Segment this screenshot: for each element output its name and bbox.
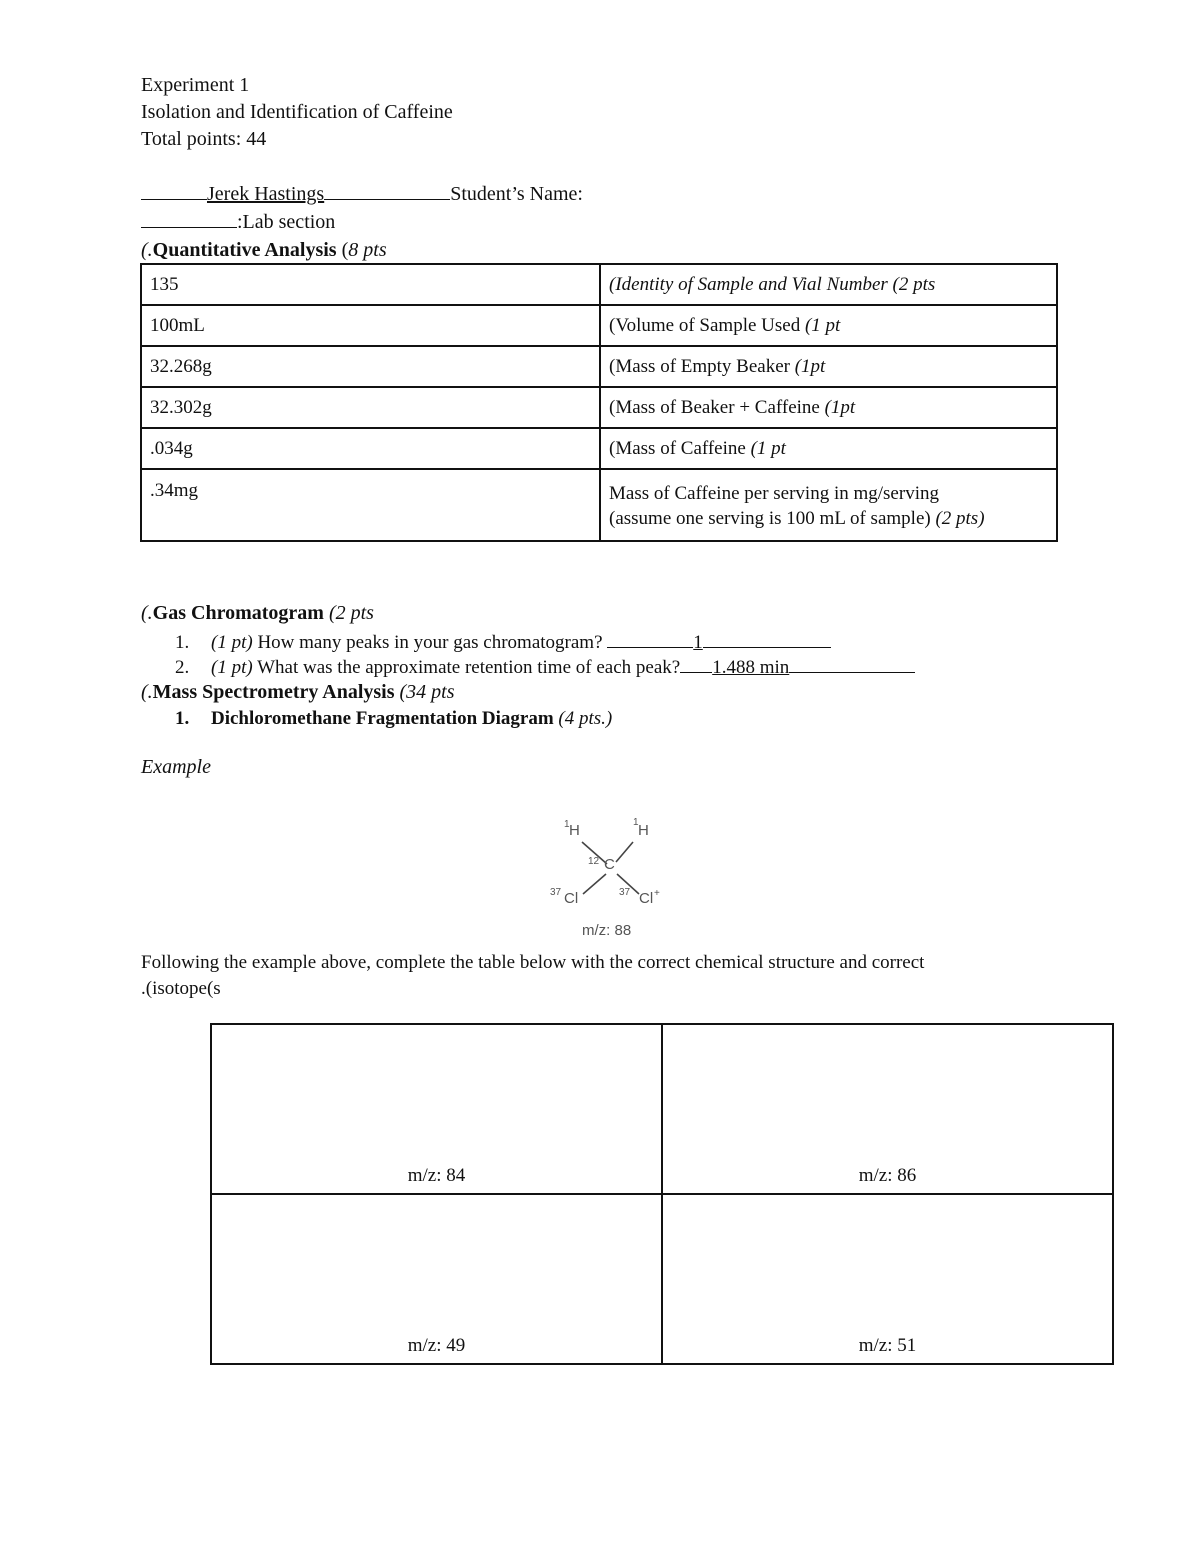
row-label — [600, 428, 1057, 469]
dichloromethane-structure — [545, 812, 675, 942]
row-label — [600, 305, 1057, 346]
student-name-value[interactable]: Jerek Hastings — [207, 183, 325, 205]
blank-underline — [324, 180, 450, 200]
quantitative-table — [140, 263, 1058, 542]
gas-chromatogram-questions — [175, 628, 915, 678]
row-label — [600, 264, 1057, 305]
isotope-label: 1 — [633, 817, 639, 828]
question-points: (1 pt) — [211, 657, 253, 678]
structure-cell-mz-51[interactable]: m/z: 51 — [662, 1194, 1113, 1364]
question-number: 1. — [175, 632, 190, 653]
row-points: (1pt — [794, 355, 826, 377]
instruction-text — [141, 950, 1061, 1002]
table-row — [211, 1194, 1113, 1364]
sample-identity-value[interactable]: 135 — [141, 264, 600, 305]
lab-section-line — [141, 208, 335, 235]
row-label — [600, 387, 1057, 428]
table-row — [141, 428, 1057, 469]
chlorine-atom: Cl — [639, 890, 654, 907]
example-label: Example — [141, 756, 211, 778]
fragmentation-points: (4 pts.) — [558, 708, 613, 729]
heading-prefix: (. — [141, 239, 153, 261]
lab-section-blank[interactable] — [141, 208, 237, 228]
fragmentation-item — [175, 706, 612, 731]
points-open: ( — [341, 239, 349, 261]
retention-time-answer[interactable]: 1.488 min — [712, 657, 790, 678]
row-label-text: (Identity of Sample and Vial Number — [609, 273, 893, 295]
isotope-table — [210, 1023, 1114, 1365]
table-row — [141, 264, 1057, 305]
blank-underline — [607, 628, 693, 648]
blank-underline — [680, 653, 712, 673]
beaker-caffeine-mass-value[interactable]: 32.302g — [141, 387, 600, 428]
question-points: (1 pt) — [211, 632, 253, 653]
row-points: (1 pt — [750, 437, 786, 459]
row-label-text: (Mass of Beaker + Caffeine — [609, 396, 825, 418]
gas-chromatogram-points: (2 pts — [328, 602, 374, 624]
heading-prefix: (. — [141, 681, 153, 703]
row-label — [600, 469, 1057, 541]
fragmentation-title: Dichloromethane Fragmentation Diagram — [211, 708, 554, 729]
experiment-number: Experiment 1 — [141, 74, 250, 96]
table-row — [141, 346, 1057, 387]
instruction-line: Following the example above, complete the table below with the correct chemical structure and correct — [141, 952, 925, 973]
quantitative-points: 8 pts — [348, 239, 387, 261]
blank-underline — [141, 180, 207, 200]
lab-section-label: :Lab section — [237, 211, 336, 233]
structure-cell-mz-86[interactable]: m/z: 86 — [662, 1024, 1113, 1194]
experiment-title: Isolation and Identification of Caffeine — [141, 101, 453, 123]
mass-spec-title: Mass Spectrometry Analysis — [152, 681, 395, 703]
mass-spec-heading — [141, 679, 455, 705]
question-text: What was the approximate retention time of each peak? — [252, 657, 681, 678]
row-label-text: Mass of Caffeine per serving in mg/serving — [609, 483, 939, 504]
row-points: (1pt — [824, 396, 856, 418]
table-row — [141, 387, 1057, 428]
caffeine-mass-value[interactable]: .034g — [141, 428, 600, 469]
row-points: (2 pts) — [935, 508, 985, 529]
structure-cell-mz-49[interactable]: m/z: 49 — [211, 1194, 662, 1364]
example-mz: m/z: 88 — [582, 922, 632, 939]
list-item — [175, 653, 915, 678]
gas-chromatogram-heading — [141, 600, 374, 626]
blank-underline — [703, 628, 831, 648]
row-label-text: (Mass of Empty Beaker — [609, 355, 795, 377]
isotope-label: 37 — [619, 887, 631, 898]
gas-chromatogram-title: Gas Chromatogram — [152, 602, 324, 624]
hydrogen-atom: H — [638, 822, 649, 839]
item-number: 1. — [175, 708, 190, 729]
table-row — [141, 305, 1057, 346]
total-points: Total points: 44 — [141, 128, 267, 150]
row-label-text: (Mass of Caffeine — [609, 437, 751, 459]
structure-cell-mz-84[interactable]: m/z: 84 — [211, 1024, 662, 1194]
row-label-text: (Volume of Sample Used — [609, 314, 805, 336]
charge-label: + — [654, 888, 660, 899]
student-name-label: Student’s Name: — [450, 183, 583, 205]
carbon-atom: C — [604, 856, 615, 873]
quantitative-heading — [141, 237, 387, 263]
mass-spec-points: (34 pts — [399, 681, 455, 703]
isotope-label: 1 — [564, 819, 570, 830]
chlorine-atom: Cl — [564, 890, 579, 907]
student-name-line — [141, 180, 583, 207]
peak-count-answer[interactable]: 1 — [693, 632, 703, 653]
question-number: 2. — [175, 657, 190, 678]
heading-prefix: (. — [141, 602, 153, 624]
table-row — [211, 1024, 1113, 1194]
isotope-label: 12 — [588, 856, 600, 867]
quantitative-title: Quantitative Analysis — [152, 239, 337, 261]
row-points: (1 pt — [804, 314, 841, 336]
list-item — [175, 628, 915, 653]
question-text: How many peaks in your gas chromatogram? — [252, 632, 608, 653]
instruction-line: .(isotope(s — [141, 978, 221, 999]
row-points: (2 pts — [892, 273, 936, 295]
row-label — [600, 346, 1057, 387]
caffeine-per-serving-value[interactable]: .34mg — [141, 469, 600, 541]
sample-volume-value[interactable]: 100mL — [141, 305, 600, 346]
blank-underline — [789, 653, 915, 673]
row-label-text: (assume one serving is 100 mL of sample) — [609, 508, 936, 529]
empty-beaker-mass-value[interactable]: 32.268g — [141, 346, 600, 387]
isotope-label: 37 — [550, 887, 562, 898]
table-row — [141, 469, 1057, 541]
hydrogen-atom: H — [569, 822, 580, 839]
